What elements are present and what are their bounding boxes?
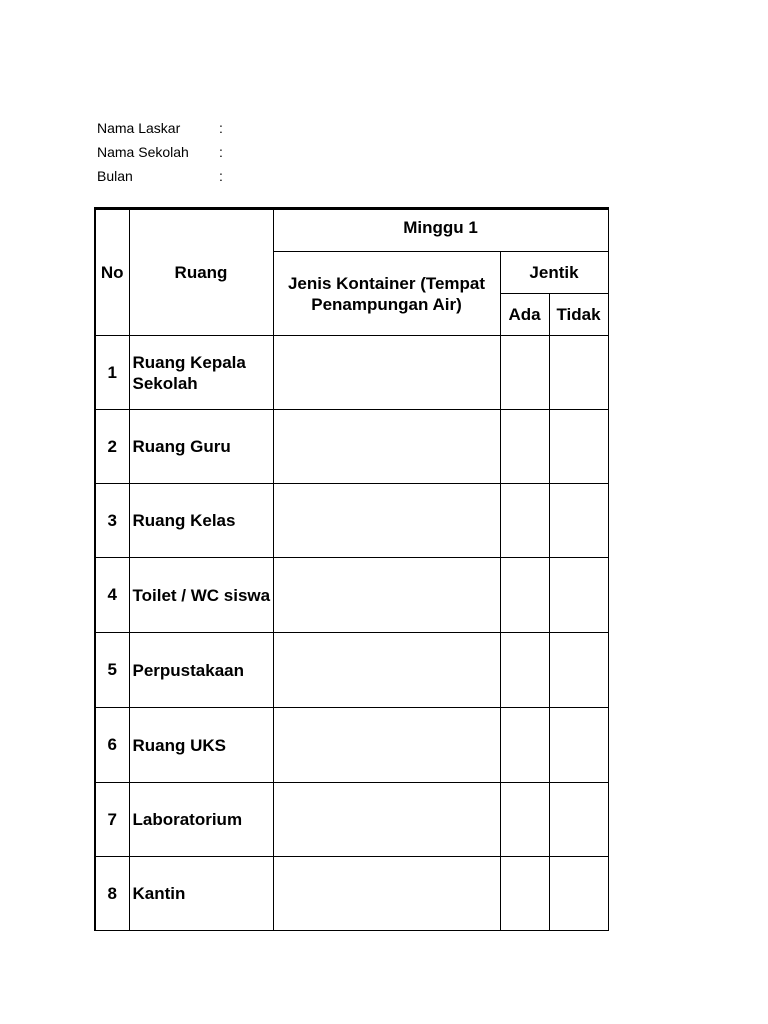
table-row [95, 484, 608, 558]
row-jenis-cell[interactable] [273, 336, 500, 410]
row-ada-cell[interactable] [500, 633, 549, 708]
header-jenis-kontainer: Jenis Kontainer (Tempat Penampungan Air) [273, 252, 500, 336]
inspection-table [94, 207, 609, 931]
table-row [95, 633, 608, 708]
nama-laskar-colon: : [219, 120, 223, 136]
row-tidak-cell[interactable] [549, 633, 608, 708]
row-no: 7 [95, 783, 129, 857]
bulan-label: Bulan [97, 168, 133, 184]
row-jenis-cell[interactable] [273, 857, 500, 931]
info-row-nama-laskar [97, 116, 229, 140]
header-ada: Ada [500, 294, 549, 336]
row-ruang: Toilet / WC siswa [129, 558, 273, 633]
row-ada-cell[interactable] [500, 484, 549, 558]
header-minggu: Minggu 1 [273, 209, 608, 252]
row-no: 8 [95, 857, 129, 931]
row-tidak-cell[interactable] [549, 857, 608, 931]
row-jenis-cell[interactable] [273, 783, 500, 857]
row-jenis-cell[interactable] [273, 484, 500, 558]
row-no: 4 [95, 558, 129, 633]
bulan-colon: : [219, 168, 223, 184]
table-row [95, 857, 608, 931]
row-ruang: Kantin [129, 857, 273, 931]
row-tidak-cell[interactable] [549, 410, 608, 484]
row-no: 3 [95, 484, 129, 558]
header-no: No [95, 209, 129, 336]
row-ada-cell[interactable] [500, 708, 549, 783]
table-row [95, 336, 608, 410]
table-header-row-1 [95, 209, 608, 252]
row-ruang: Perpustakaan [129, 633, 273, 708]
row-tidak-cell[interactable] [549, 783, 608, 857]
header-tidak: Tidak [549, 294, 608, 336]
row-ruang: Ruang Kelas [129, 484, 273, 558]
table-row [95, 410, 608, 484]
table-row [95, 708, 608, 783]
row-ada-cell[interactable] [500, 783, 549, 857]
row-ruang: Laboratorium [129, 783, 273, 857]
row-ruang: Ruang UKS [129, 708, 273, 783]
row-ruang: Ruang Guru [129, 410, 273, 484]
row-jenis-cell[interactable] [273, 633, 500, 708]
table-row [95, 783, 608, 857]
nama-sekolah-colon: : [219, 144, 223, 160]
header-info [97, 116, 229, 188]
row-ada-cell[interactable] [500, 558, 549, 633]
row-no: 6 [95, 708, 129, 783]
row-no: 5 [95, 633, 129, 708]
row-ada-cell[interactable] [500, 336, 549, 410]
row-jenis-cell[interactable] [273, 410, 500, 484]
row-tidak-cell[interactable] [549, 558, 608, 633]
row-ada-cell[interactable] [500, 410, 549, 484]
header-jentik: Jentik [500, 252, 608, 294]
header-ruang: Ruang [129, 209, 273, 336]
row-ada-cell[interactable] [500, 857, 549, 931]
row-ruang: Ruang Kepala Sekolah [129, 336, 273, 410]
row-no: 2 [95, 410, 129, 484]
row-tidak-cell[interactable] [549, 336, 608, 410]
row-tidak-cell[interactable] [549, 708, 608, 783]
row-jenis-cell[interactable] [273, 558, 500, 633]
nama-sekolah-label: Nama Sekolah [97, 144, 189, 160]
table-row [95, 558, 608, 633]
info-row-bulan [97, 164, 229, 188]
row-jenis-cell[interactable] [273, 708, 500, 783]
row-no: 1 [95, 336, 129, 410]
row-tidak-cell[interactable] [549, 484, 608, 558]
info-row-nama-sekolah [97, 140, 229, 164]
nama-laskar-label: Nama Laskar [97, 120, 181, 136]
